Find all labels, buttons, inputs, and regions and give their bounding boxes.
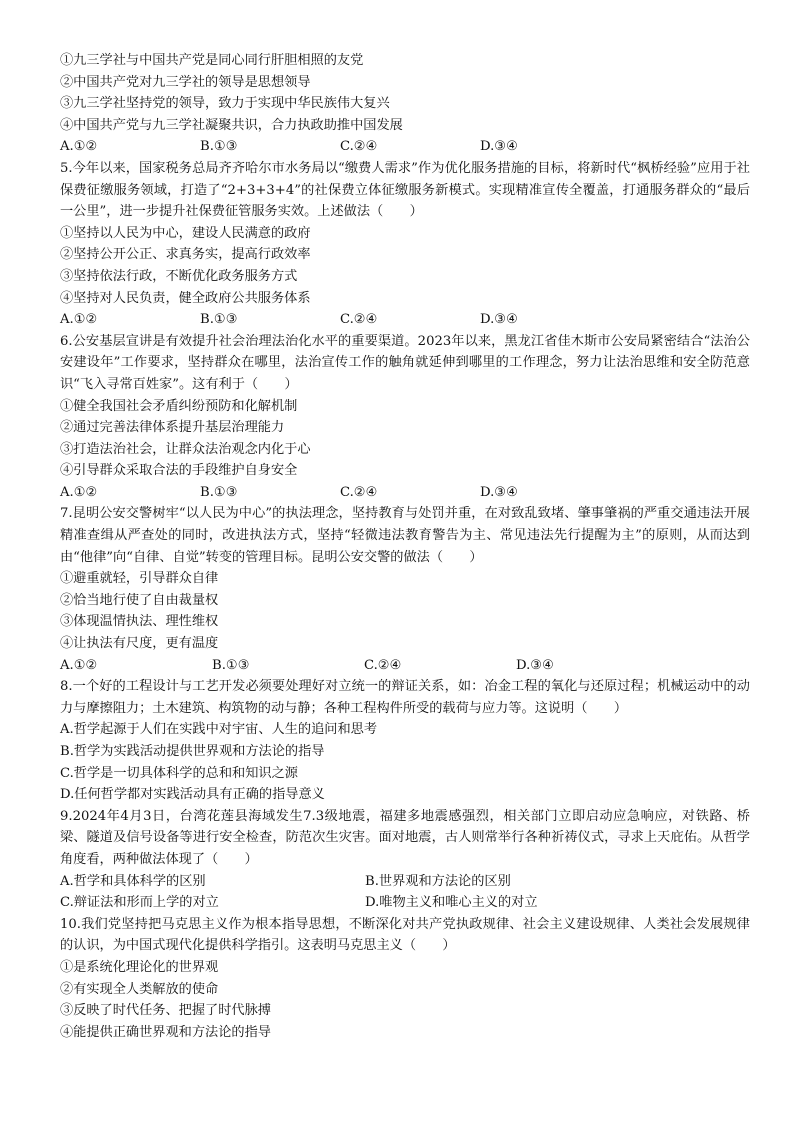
q7-option-b: B.①③ — [212, 657, 250, 673]
question-8 — [60, 676, 750, 806]
q7-options — [60, 655, 750, 677]
q4-option-c: C.②④ — [340, 139, 378, 155]
question-7 — [60, 503, 750, 676]
q6-item-3: ③打造法治社会，让群众法治观念内化于心 — [60, 441, 311, 457]
q6-option-d: D.③④ — [480, 484, 518, 500]
q7-option-c: C.②④ — [364, 657, 402, 673]
question-9 — [60, 806, 750, 914]
q5-option-d: D.③④ — [480, 312, 518, 328]
question-6 — [60, 331, 750, 504]
q9-options — [60, 871, 750, 914]
question-5 — [60, 158, 750, 331]
q10-stem: 10.我们党坚持把马克思主义作为根本指导思想，不断深化对共产党执政规律、社会主义建设规律、人类社会发展规律的认识，为中国式现代化提供科学指引。这表明马克思主义（ ） — [60, 916, 750, 954]
q9-option-b: B.世界观和方法论的区别 — [365, 873, 511, 889]
question-10 — [60, 914, 750, 1044]
q6-option-c: C.②④ — [340, 484, 378, 500]
q6-options — [60, 482, 750, 504]
q10-item-3: ③反映了时代任务、把握了时代脉搏 — [60, 1003, 271, 1019]
q6-item-2: ②通过完善法律体系提升基层治理能力 — [60, 420, 285, 436]
q9-option-d: D.唯物主义和唯心主义的对立 — [365, 895, 538, 911]
q8-option-d: D.任何哲学都对实践活动具有正确的指导意义 — [60, 787, 325, 803]
q7-item-1: ①避重就轻，引导群众自律 — [60, 571, 219, 587]
q5-item-2: ②坚持公开公正、求真务实，提高行政效率 — [60, 247, 311, 263]
q4-options — [60, 136, 750, 158]
q9-option-c: C.辩证法和形而上学的对立 — [60, 895, 219, 911]
q4-item-2: ②中国共产党对九三学社的领导是思想领导 — [60, 74, 311, 90]
q5-stem: 5.今年以来，国家税务总局齐齐哈尔市水务局以“缴费人需求”作为优化服务措施的目标，将新时代“枫桥经验”应用于社保费征缴服务领域，打造了“2+3+3+4”的社保费立体征缴服务新模式。实现精准宣传全覆盖，打通服务群众的“最后一公里”，进一步提升社保费征管服务实效。上述做法（ ） — [60, 160, 750, 220]
q7-option-d: D.③④ — [516, 657, 554, 673]
question-4-tail — [60, 50, 750, 158]
q9-option-a: A.哲学和具体科学的区别 — [60, 873, 206, 889]
q4-item-1: ①九三学社与中国共产党是同心同行肝胆相照的友党 — [60, 53, 364, 68]
q7-item-3: ③体现温情执法、理性维权 — [60, 614, 219, 630]
q5-item-3: ③坚持依法行政，不断优化政务服务方式 — [60, 268, 298, 284]
q4-option-b: B.①③ — [200, 139, 238, 155]
q8-stem: 8.一个好的工程设计与工艺开发必须要处理好对立统一的辩证关系，如：冶金工程的氧化与还原过程；机械运动中的动力与摩擦阻力；土木建筑、构筑物的动与静；各种工程构件所受的载荷与应力等。这说明（ ） — [60, 679, 750, 716]
q5-option-b: B.①③ — [200, 312, 238, 328]
q6-item-1: ①健全我国社会矛盾纠纷预防和化解机制 — [60, 398, 298, 414]
q6-option-a: A.①② — [60, 484, 98, 500]
q10-item-4: ④能提供正确世界观和方法论的指导 — [60, 1024, 271, 1040]
q8-option-c: C.哲学是一切具体科学的总和和知识之源 — [60, 765, 298, 781]
q5-option-c: C.②④ — [340, 312, 378, 328]
q8-option-b: B.哲学为实践活动提供世界观和方法论的指导 — [60, 744, 325, 759]
q8-option-a: A.哲学起源于人们在实践中对宇宙、人生的追问和思考 — [60, 722, 378, 738]
q5-option-a: A.①② — [60, 312, 98, 328]
q5-item-1: ①坚持以人民为中心，建设人民满意的政府 — [60, 225, 311, 241]
q6-item-4: ④引导群众采取合法的手段维护自身安全 — [60, 463, 298, 479]
q5-item-4: ④坚持对人民负责，健全政府公共服务体系 — [60, 290, 311, 306]
q10-item-1: ①是系统化理论化的世界观 — [60, 959, 219, 975]
q4-item-3: ③九三学社坚持党的领导，致力于实现中华民族伟大复兴 — [60, 96, 390, 112]
q7-option-a: A.①② — [60, 657, 98, 673]
exam-page — [60, 50, 750, 1043]
q6-option-b: B.①③ — [200, 484, 238, 500]
q7-item-4: ④让执法有尺度，更有温度 — [60, 636, 219, 652]
q4-option-a: A.①② — [60, 139, 98, 155]
q10-item-2: ②有实现全人类解放的使命 — [60, 981, 219, 997]
q4-item-4: ④中国共产党与九三学社凝聚共识，合力执政助推中国发展 — [60, 117, 403, 133]
q9-stem: 9.2024年4月3日，台湾花莲县海域发生7.3级地震，福建多地震感强烈，相关部门立即启动应急响应，对铁路、桥梁、隧道及信号设备等进行安全检查，防范次生灾害。面对地震，古人则常举行各种祈祷仪式，寻求上天庇佑。从哲学角度看，两种做法体现了（ ） — [60, 808, 750, 867]
q7-item-2: ②恰当地行使了自由裁量权 — [60, 592, 219, 608]
q4-option-d: D.③④ — [480, 139, 518, 155]
q6-stem: 6.公安基层宣讲是有效提升社会治理法治化水平的重要渠道。2023年以来，黑龙江省佳木斯市公安局紧密结合“法治公安建设年”工作要求，坚持群众在哪里，法治宣传工作的触角就延伸到哪里的工作理念，努力让法治思维和安全防范意识“飞入寻常百姓家”。这有利于（ ） — [60, 333, 750, 392]
q7-stem: 7.昆明公安交警树牢“以人民为中心”的执法理念，坚持教育与处罚并重，在对致乱致堵、肇事肇祸的严重交通违法开展精准查缉从严查处的同时，改进执法方式，坚持“轻微违法教育警告为主、常见违法先行提醒为主”的原则，从而达到由“他律”向“自律、自觉”转变的管理目标。昆明公安交警的做法（ ） — [60, 506, 750, 565]
q5-options — [60, 309, 750, 331]
